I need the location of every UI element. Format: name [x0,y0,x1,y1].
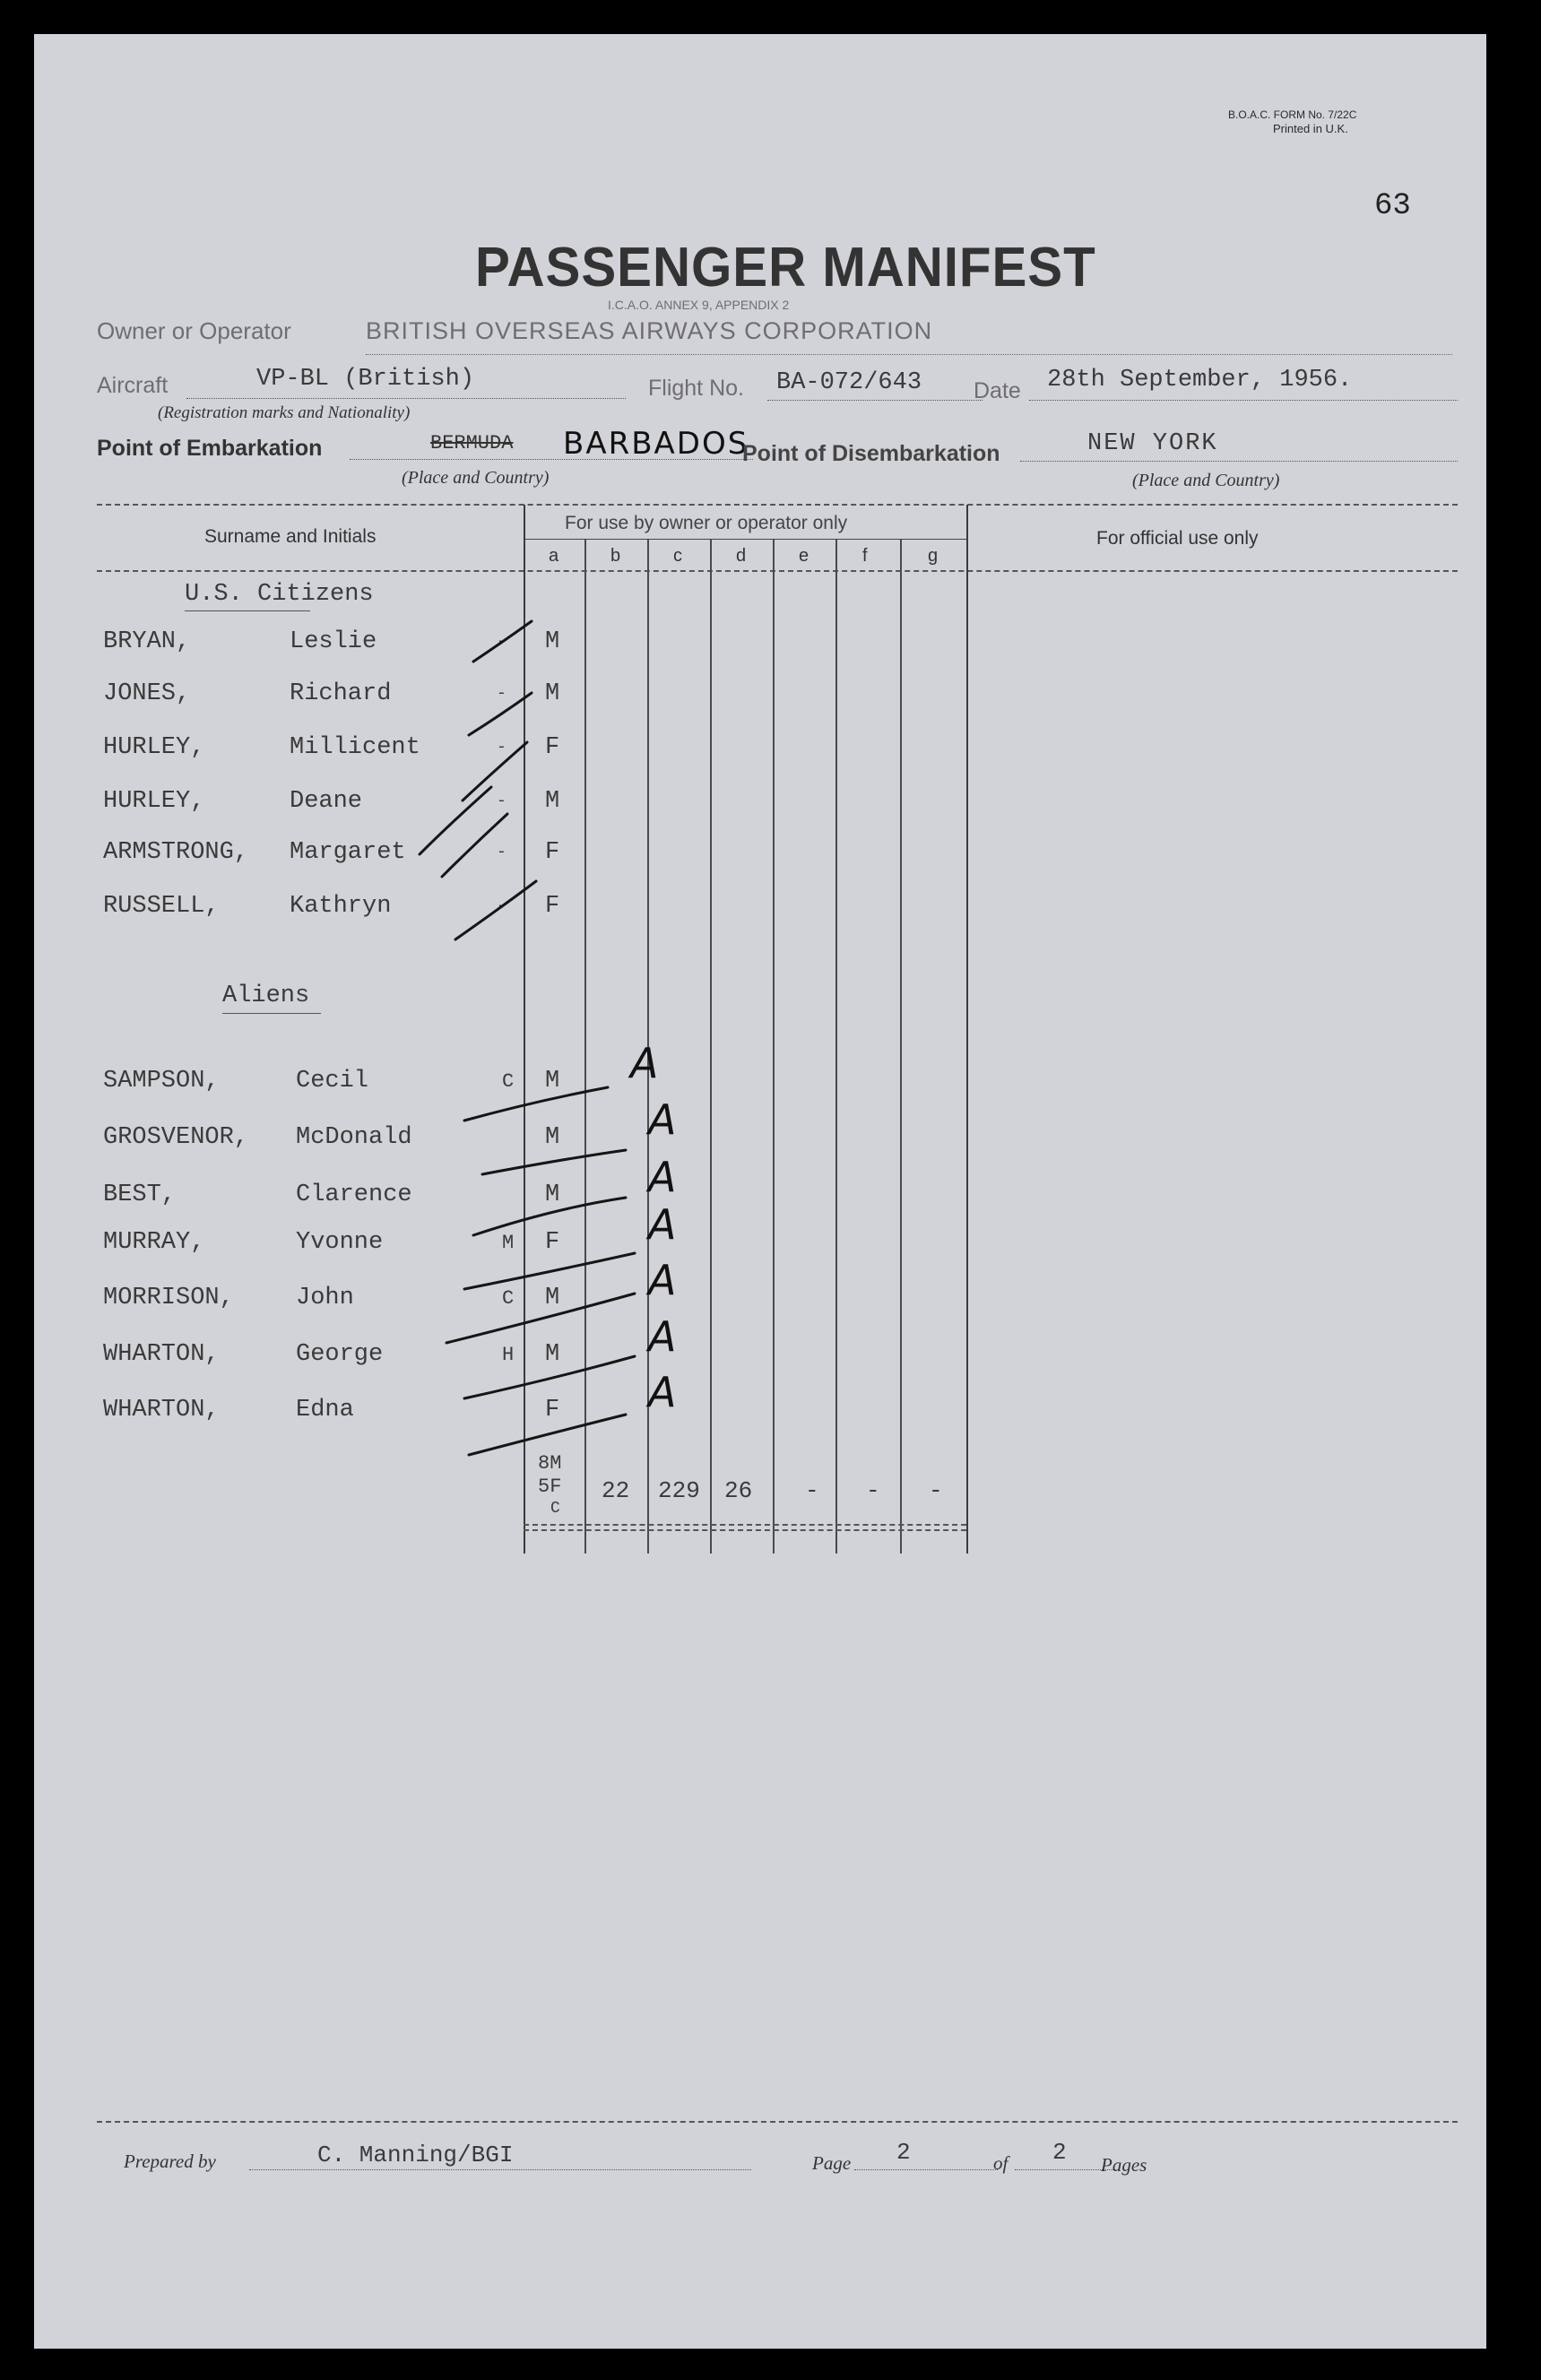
disembarkation-label: Point of Disembarkation [742,441,1000,466]
flight-value: BA-072/643 [776,369,922,396]
passenger-surname: HURLEY, [103,788,205,815]
passenger-sex: M [545,1181,560,1208]
passenger-surname: MORRISON, [103,1285,234,1311]
passenger-given-name: Cecil [296,1068,369,1095]
group-us-citizens: U.S. Citizens [185,581,374,608]
col-owner-header: For use by owner or operator only [565,513,848,533]
handwritten-mark: A [630,1039,659,1087]
aircraft-value: VP-BL (British) [256,366,475,393]
page-number: 63 [1374,189,1411,223]
handwritten-mark: A [648,1095,677,1144]
subcol-header-b: b [610,546,621,566]
strike-line-7 [469,1415,626,1455]
passenger-given-name: Yvonne [296,1229,384,1256]
total-a-children: C [550,1500,560,1518]
total-b: 22 [602,1477,630,1504]
print-note: Printed in U.K. [1273,122,1348,135]
passenger-sex: M [545,680,560,707]
row-dash: - [497,897,506,915]
passenger-surname: BEST, [103,1181,177,1208]
strike-line-4 [464,1253,635,1289]
passenger-sex: F [545,893,560,920]
flight-label: Flight No. [648,376,744,401]
strike-line-6 [464,1356,635,1398]
check-slash-3 [463,739,527,801]
handwritten-mark: A [648,1153,677,1201]
handwritten-mark: A [648,1200,677,1249]
print-reference: B.O.A.C. FORM No. 7/22C [1228,108,1357,121]
strike-line-3 [473,1198,626,1235]
total-c: 229 [658,1477,700,1504]
passenger-sex: F [545,1397,560,1424]
passenger-sex: M [545,628,560,655]
subcol-header-c: c [673,546,682,566]
passenger-code: H [502,1344,515,1366]
passenger-surname: HURLEY, [103,734,205,761]
total-f: - [866,1477,880,1504]
row-dash: - [497,844,506,861]
passenger-given-name: Leslie [290,628,377,655]
row-dash: - [497,685,506,703]
date-label: Date [974,378,1021,403]
pages-label: Pages [1101,2154,1147,2176]
passenger-sex: F [545,734,560,761]
subcol-header-g: g [928,546,939,566]
passenger-given-name: Edna [296,1397,354,1424]
check-slash-2 [469,693,532,735]
passenger-sex: M [545,788,560,815]
page-value: 2 [896,2139,911,2166]
passenger-given-name: George [296,1341,384,1368]
passenger-given-name: John [296,1285,354,1311]
passenger-given-name: Millicent [290,734,420,761]
embarkation-label: Point of Embarkation [97,436,323,461]
handwritten-mark: A [648,1368,677,1416]
check-slash-4 [420,787,491,854]
check-slash-1 [473,621,532,662]
of-value: 2 [1052,2139,1067,2166]
passenger-surname: WHARTON, [103,1341,220,1368]
embarkation-caption: (Place and Country) [402,468,550,488]
passenger-sex: F [545,1229,560,1256]
page-subtitle: I.C.A.O. ANNEX 9, APPENDIX 2 [608,298,790,312]
row-dash: - [497,633,506,651]
passenger-sex: M [545,1341,560,1368]
col-official-header: For official use only [1096,528,1259,549]
passenger-surname: WHARTON, [103,1397,220,1424]
embarkation-value: BARBADOS [563,426,749,462]
passenger-code: M [502,1232,515,1254]
passenger-given-name: Richard [290,680,392,707]
passenger-surname: JONES, [103,680,191,707]
row-dash: - [497,792,506,810]
passenger-code: C [502,1070,515,1093]
page-label: Page [812,2152,852,2174]
passenger-surname: MURRAY, [103,1229,205,1256]
passenger-surname: BRYAN, [103,628,191,655]
handwritten-marks [34,34,1486,1558]
subcol-header-f: f [862,546,868,566]
passenger-surname: GROSVENOR, [103,1124,249,1151]
disembarkation-caption: (Place and Country) [1132,471,1280,490]
col-surname-header: Surname and Initials [204,526,377,547]
subcol-header-a: a [549,546,559,566]
handwritten-mark: A [648,1256,677,1304]
passenger-sex: M [545,1124,560,1151]
row-dash: - [497,739,506,757]
subcol-header-d: d [736,546,747,566]
embarkation-struck: BERMUDA [430,432,514,454]
passenger-surname: SAMPSON, [103,1068,220,1095]
passenger-given-name: Kathryn [290,893,392,920]
check-slash-6 [455,881,536,939]
prepared-value: C. Manning/BGI [317,2142,514,2168]
passenger-code: C [502,1287,515,1310]
passenger-given-name: Margaret [290,839,406,866]
operator-label: Owner or Operator [97,317,291,344]
manifest-sheet [34,34,1486,2349]
passenger-sex: M [545,1068,560,1095]
disembarkation-value: NEW YORK [1087,430,1218,457]
passenger-surname: ARMSTRONG, [103,839,249,866]
handwritten-mark: A [648,1312,677,1361]
group-aliens: Aliens [222,982,310,1009]
aircraft-label: Aircraft [97,373,169,398]
passenger-given-name: Deane [290,788,363,815]
total-a-females: 5F [538,1476,562,1498]
total-a-males: 8M [538,1452,562,1475]
of-label: of [993,2152,1009,2174]
strike-line-2 [482,1150,626,1174]
aircraft-caption: (Registration marks and Nationality) [158,403,411,422]
date-value: 28th September, 1956. [1047,367,1353,394]
total-g: - [929,1477,943,1504]
subcol-header-e: e [799,546,809,566]
page-title: PASSENGER MANIFEST [475,237,1096,299]
strike-line-1 [464,1087,608,1121]
operator-value: BRITISH OVERSEAS AIRWAYS CORPORATION [366,317,933,344]
prepared-label: Prepared by [124,2151,216,2172]
passenger-sex: F [545,839,560,866]
passenger-surname: RUSSELL, [103,893,220,920]
passenger-given-name: Clarence [296,1181,412,1208]
passenger-sex: M [545,1285,560,1311]
strike-line-5 [446,1294,635,1343]
passenger-given-name: McDonald [296,1124,412,1151]
total-e: - [805,1477,819,1504]
total-d: 26 [724,1477,753,1504]
